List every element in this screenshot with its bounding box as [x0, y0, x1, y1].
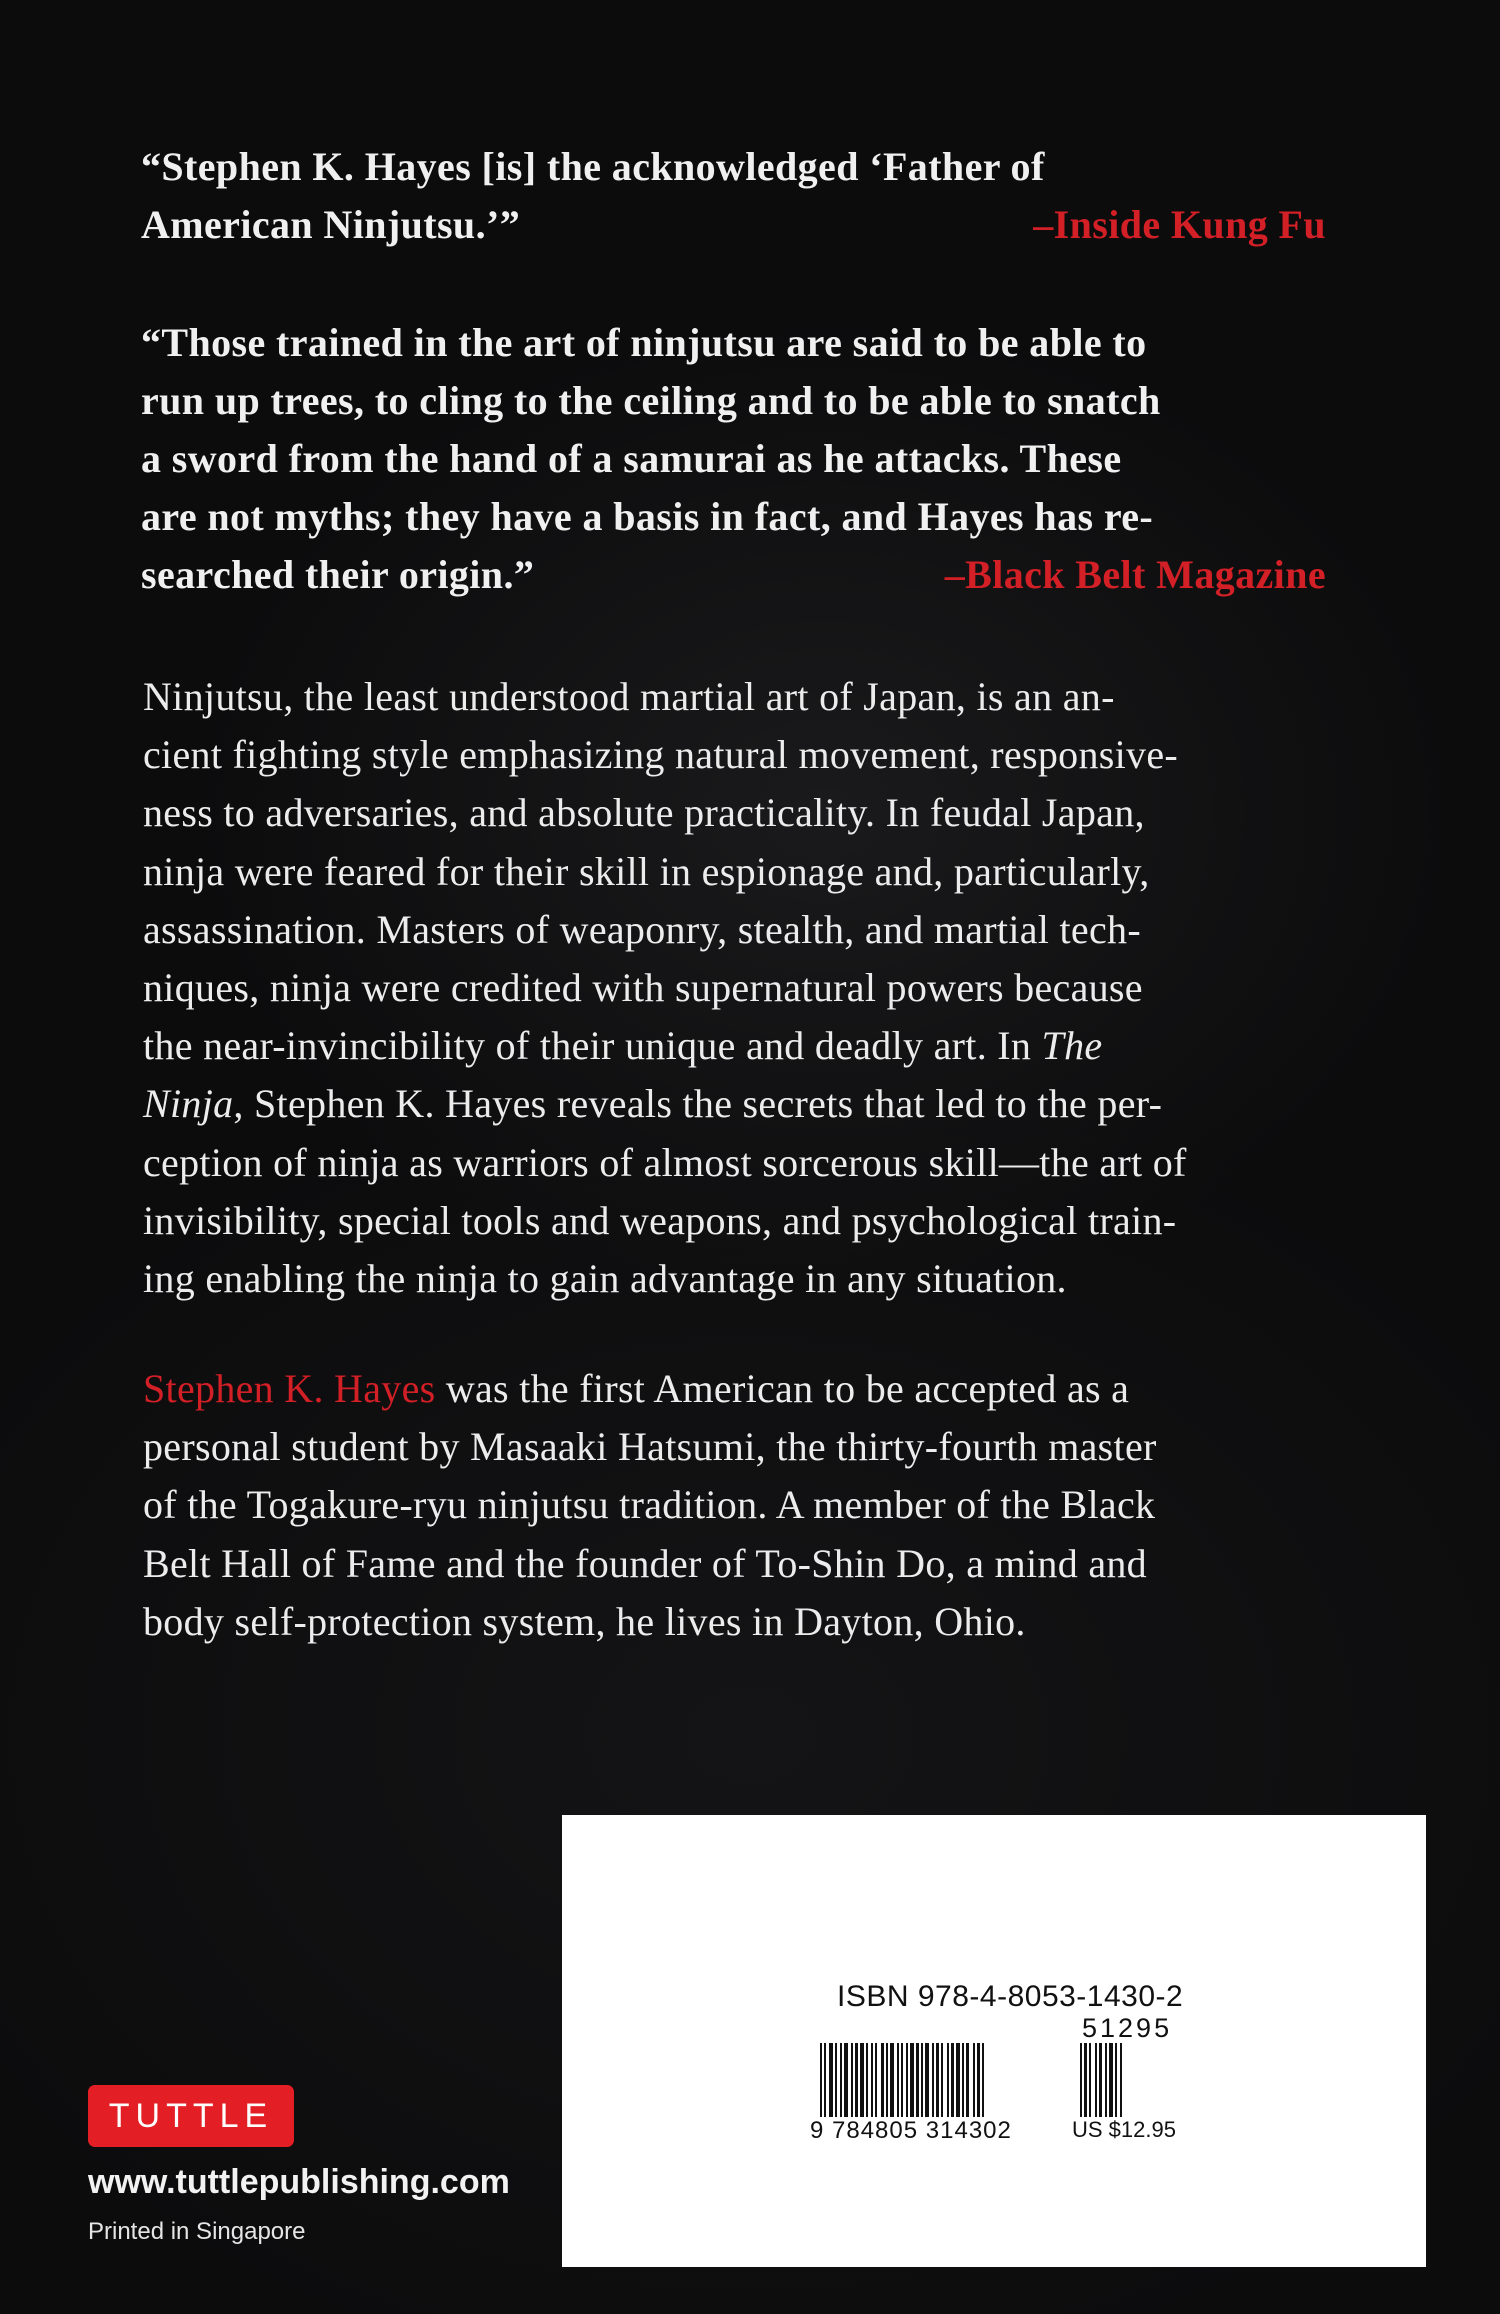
bio-line: of the Togakure-ryu ninjutsu tradition. A member of the Black [143, 1482, 1156, 1528]
quote-line: “Stephen K. Hayes [is] the acknowledged ‘Father of [141, 144, 1045, 189]
bio-line [143, 1360, 1343, 1418]
author-name: Stephen K. Hayes [143, 1366, 436, 1411]
description-line: assassination. Masters of weaponry, stealth, and martial tech- [143, 906, 1141, 952]
bio-line: body self-protection system, he lives in Dayton, Ohio. [143, 1598, 1026, 1644]
tuttle-logo: TUTTLE [88, 2085, 294, 2147]
book-title-italic: Ninja [143, 1081, 234, 1127]
book-description [143, 668, 1343, 1308]
bio-line: Belt Hall of Fame and the founder of To-Shin Do, a mind and [143, 1540, 1147, 1586]
quote-line: a sword from the hand of a samurai as he attacks. These [141, 436, 1122, 481]
publisher-website: www.tuttlepublishing.com [88, 2163, 510, 2201]
author-bio [143, 1360, 1343, 1651]
quote-line [141, 196, 1326, 254]
description-text: , Stephen K. Hayes reveals the secrets that led to the per- [233, 1081, 1163, 1127]
quote-source: –Inside Kung Fu [1033, 202, 1326, 247]
description-line: ception of ninja as warriors of almost sorcerous skill—the art of [143, 1139, 1187, 1185]
review-quote-inside-kung-fu [141, 138, 1326, 254]
description-line: cient fighting style emphasizing natural movement, responsive- [143, 732, 1179, 778]
quote-text: searched their origin.” [141, 552, 535, 597]
us-price: US $12.95 [1068, 2117, 1176, 2143]
description-text: the near-invincibility of their unique and deadly art. In [143, 1023, 1032, 1069]
price-code: 51295 [1082, 2013, 1173, 2043]
description-line: Ninjutsu, the least understood martial art of Japan, is an an- [143, 674, 1115, 719]
quote-line: run up trees, to cling to the ceiling and to be able to snatch [141, 378, 1161, 423]
book-title-italic: The [1041, 1023, 1103, 1069]
barcode-digits: 9 784805 314302 [810, 2117, 1012, 2144]
description-line: ness to adversaries, and absolute practicality. In feudal Japan, [143, 790, 1145, 836]
quote-line [141, 546, 1326, 604]
barcode-panel [562, 1815, 1426, 2267]
description-line: invisibility, special tools and weapons, and psychological train- [143, 1197, 1177, 1243]
description-line: niques, ninja were credited with supernatural powers because [143, 965, 1143, 1011]
description-line [143, 1017, 1343, 1075]
isbn-number: ISBN 978-4-8053-1430-2 [837, 1980, 1184, 2013]
description-line [143, 1075, 1343, 1133]
quote-source: –Black Belt Magazine [944, 552, 1326, 597]
description-line: ing enabling the ninja to gain advantage in any situation. [143, 1256, 1067, 1302]
quote-line: are not myths; they have a basis in fact, and Hayes has re- [141, 494, 1154, 539]
printed-in-note: Printed in Singapore [88, 2218, 306, 2245]
bio-text: was the first American to be accepted as a [435, 1366, 1130, 1411]
review-quote-black-belt [141, 314, 1326, 604]
description-line: ninja were feared for their skill in espionage and, particularly, [143, 848, 1150, 894]
quote-line: “Those trained in the art of ninjutsu are said to be able to [141, 320, 1147, 365]
quote-text: American Ninjutsu.’” [141, 202, 521, 247]
bio-line: personal student by Masaaki Hatsumi, the thirty-fourth master [143, 1424, 1157, 1470]
